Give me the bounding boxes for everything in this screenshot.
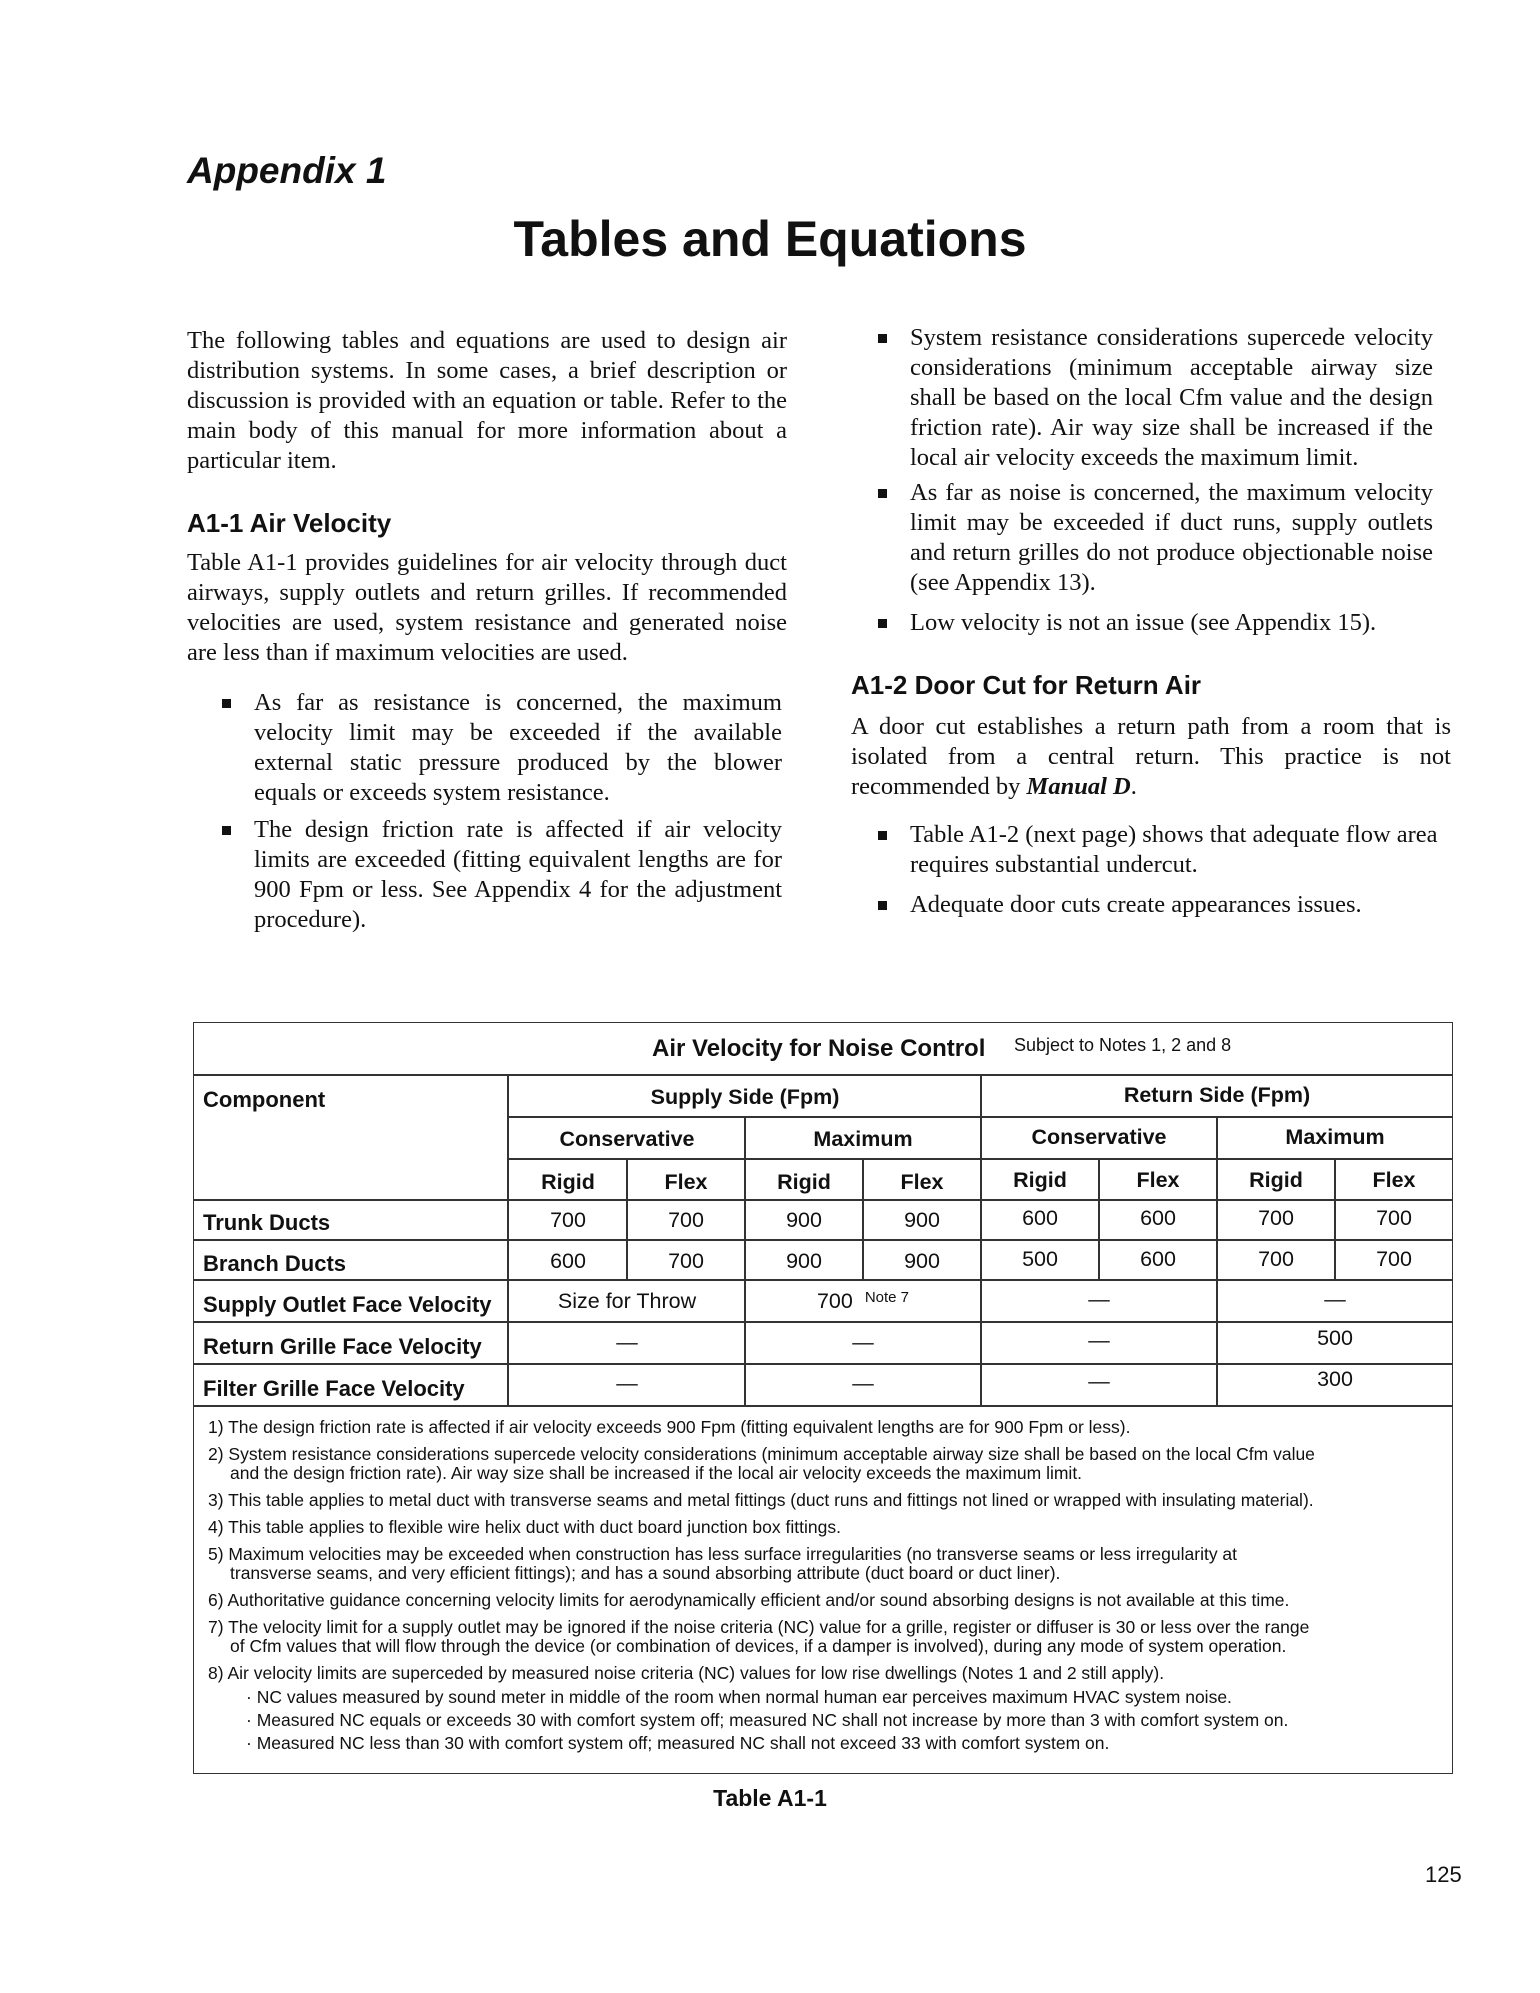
flex-header: Flex xyxy=(1136,1168,1180,1192)
table-note: 1) The design friction rate is affected if air velocity exceeds 900 Fpm (fitting equivalent lengths are for 900 Fpm or less). xyxy=(208,1417,1131,1437)
table-cell: 600 xyxy=(1140,1206,1176,1230)
note-7-reference: Note 7 xyxy=(864,1289,910,1306)
table-cell: — xyxy=(1088,1369,1110,1393)
page-number: 125 xyxy=(1425,1862,1462,1887)
row-label-branch-ducts: Branch Ducts xyxy=(203,1251,347,1276)
flex-header: Flex xyxy=(664,1170,708,1194)
table-cell: 700 xyxy=(550,1208,586,1232)
table-note: 8) Air velocity limits are superceded by measured noise criteria (NC) values for low rise dwellings (Notes 1 and 2 still apply). xyxy=(208,1663,1165,1683)
table-cell: 500 xyxy=(1317,1326,1353,1350)
table-note: 2) System resistance considerations supercede velocity considerations (minimum acceptable airway size shall be based on the local Cfm value xyxy=(208,1444,1315,1464)
table-note: 6) Authoritative guidance concerning velocity limits for aerodynamically efficient and/or sound absorbing designs is not available at this time. xyxy=(208,1590,1290,1610)
return-conservative-header: Conservative xyxy=(1031,1125,1167,1149)
row-label-supply-outlet: Supply Outlet Face Velocity xyxy=(203,1292,492,1317)
intro-paragraph: The following tables and equations are used to design air distribution systems. In some cases, a brief description or discussion is provided with an equation or table. Refer to the main body of this manual for more information about a particular item. xyxy=(187,327,787,474)
door-cut-paragraph: A door cut establishes a return path from a room that is isolated from a central return. This practice is not recommended by Manual D. xyxy=(851,713,1451,800)
bullet-square-icon xyxy=(878,334,887,343)
bullet-square-icon xyxy=(222,826,231,835)
row-label-return-grille: Return Grille Face Velocity xyxy=(203,1334,482,1359)
table-cell: 900 xyxy=(786,1249,822,1273)
bullet-square-icon xyxy=(878,901,887,910)
table-caption: Table A1-1 xyxy=(713,1785,827,1811)
table-cell: 700 xyxy=(1376,1247,1412,1271)
bullet-square-icon xyxy=(222,699,231,708)
right-bullet-5: Adequate door cuts create appearances issues. xyxy=(878,890,1438,920)
right-bullet-1: System resistance considerations supercede velocity considerations (minimum acceptable airway size shall be based on the local Cfm value and the design friction rate). Air way size shall be increased if the local air velocity exceeds the maximum limit. xyxy=(878,323,1433,473)
bullet-square-icon xyxy=(878,489,887,498)
bullet-square-icon xyxy=(878,619,887,628)
appendix-label: Appendix 1 xyxy=(187,150,387,191)
table-cell: — xyxy=(616,1371,638,1395)
air-velocity-paragraph: Table A1-1 provides guidelines for air velocity through duct airways, supply outlets and return grilles. If recommended velocities are used, system resistance and generated noise are less than if maximum velocities are used. xyxy=(187,549,787,666)
row-label-filter-grille: Filter Grille Face Velocity xyxy=(203,1376,465,1401)
rigid-header: Rigid xyxy=(1249,1168,1303,1192)
right-bullet-4: Table A1-2 (next page) shows that adequate flow area requires substantial undercut. xyxy=(878,820,1438,880)
table-note: 5) Maximum velocities may be exceeded when construction has less surface irregularities (no transverse seams or less irregularity at xyxy=(208,1544,1238,1564)
table-cell: — xyxy=(1088,1328,1110,1352)
table-cell: — xyxy=(1324,1287,1346,1311)
row-label-trunk-ducts: Trunk Ducts xyxy=(203,1210,331,1235)
left-bullet-2: The design friction rate is affected if air velocity limits are exceeded (fitting equivalent lengths are for 900 Fpm or less. See Appendix 4 for the adjustment procedure). xyxy=(222,815,782,935)
supply-side-header: Supply Side (Fpm) xyxy=(650,1085,840,1109)
table-note: · NC values measured by sound meter in middle of the room when normal human ear perceives maximum HVAC system noise. xyxy=(246,1687,1232,1707)
supply-maximum-header: Maximum xyxy=(813,1127,913,1151)
air-velocity-table xyxy=(193,1022,1453,1774)
left-bullet-1: As far as resistance is concerned, the maximum velocity limit may be exceeded if the available external static pressure produced by the blower equals or exceeds system resistance. xyxy=(222,688,782,808)
table-note: · Measured NC less than 30 with comfort system off; measured NC shall not exceed 33 with comfort system on. xyxy=(246,1733,1110,1753)
table-subtitle: Subject to Notes 1, 2 and 8 xyxy=(1014,1035,1232,1055)
table-note: 4) This table applies to flexible wire helix duct with duct board junction box fittings. xyxy=(208,1517,841,1537)
table-cell: Size for Throw xyxy=(557,1289,697,1313)
table-cell: 600 xyxy=(550,1249,586,1273)
table-cell: 900 xyxy=(904,1249,940,1273)
table-cell: — xyxy=(852,1371,874,1395)
air-velocity-paragraph-wrap xyxy=(187,548,787,668)
flex-header: Flex xyxy=(900,1170,944,1194)
right-bullet-2: As far as noise is concerned, the maximum velocity limit may be exceeded if duct runs, supply outlets and return grilles do not produce objectionable noise (see Appendix 13). xyxy=(878,478,1433,598)
rigid-header: Rigid xyxy=(1013,1168,1067,1192)
table-note: 7) The velocity limit for a supply outlet may be ignored if the noise criteria (NC) value for a grille, register or diffuser is 30 or less over the range xyxy=(208,1617,1310,1637)
table-cell: 700 xyxy=(1258,1206,1294,1230)
table-cell: 900 xyxy=(904,1208,940,1232)
table-title: Air Velocity for Noise Control xyxy=(652,1035,986,1062)
table-cell: 600 xyxy=(1140,1247,1176,1271)
page-title: Tables and Equations xyxy=(513,211,1027,267)
table-cell: 700 xyxy=(1258,1247,1294,1271)
table-cell: 900 xyxy=(786,1208,822,1232)
table-note: · Measured NC equals or exceeds 30 with comfort system off; measured NC shall not increase by more than 3 with comfort system on. xyxy=(246,1710,1289,1730)
bullet-square-icon xyxy=(878,831,887,840)
return-maximum-header: Maximum xyxy=(1285,1125,1385,1149)
table-cell: 700 xyxy=(1376,1206,1412,1230)
rigid-header: Rigid xyxy=(541,1170,595,1194)
right-bullet-3: Low velocity is not an issue (see Appendix 15). xyxy=(878,608,1433,638)
left-column xyxy=(187,326,787,476)
table-cell: 600 xyxy=(1022,1206,1058,1230)
table-note: 3) This table applies to metal duct with transverse seams and metal fittings (duct runs and fittings not lined or wrapped with insulating material). xyxy=(208,1490,1314,1510)
manual-d-reference: Manual D xyxy=(1026,773,1131,800)
table-note: transverse seams, and very efficient fittings); and has a sound absorbing attribute (duct board or duct liner). xyxy=(230,1563,1061,1583)
table-cell-with-note: 700 $^{Note 7}$ xyxy=(816,1289,910,1313)
rigid-header: Rigid xyxy=(777,1170,831,1194)
table-cell: — xyxy=(616,1330,638,1354)
table-cell: — xyxy=(852,1330,874,1354)
section-heading-air-velocity: A1-1 Air Velocity xyxy=(187,508,392,538)
table-cell: — xyxy=(1088,1287,1110,1311)
section-heading-door-cut: A1-2 Door Cut for Return Air xyxy=(851,670,1202,700)
component-header: Component xyxy=(203,1087,326,1112)
return-side-header: Return Side (Fpm) xyxy=(1123,1083,1311,1107)
supply-conservative-header: Conservative xyxy=(559,1127,695,1151)
flex-header: Flex xyxy=(1372,1168,1416,1192)
table-cell: 700 xyxy=(668,1208,704,1232)
table-cell: 500 xyxy=(1022,1247,1058,1271)
table-note: of Cfm values that will flow through the device (or combination of devices, if a damper is involved), during any mode of system operation. xyxy=(230,1636,1287,1656)
table-note: and the design friction rate). Air way size shall be increased if the local air velocity exceeds the maximum limit. xyxy=(230,1463,1083,1483)
table-cell: 700 xyxy=(668,1249,704,1273)
table-cell: 300 xyxy=(1317,1367,1353,1391)
